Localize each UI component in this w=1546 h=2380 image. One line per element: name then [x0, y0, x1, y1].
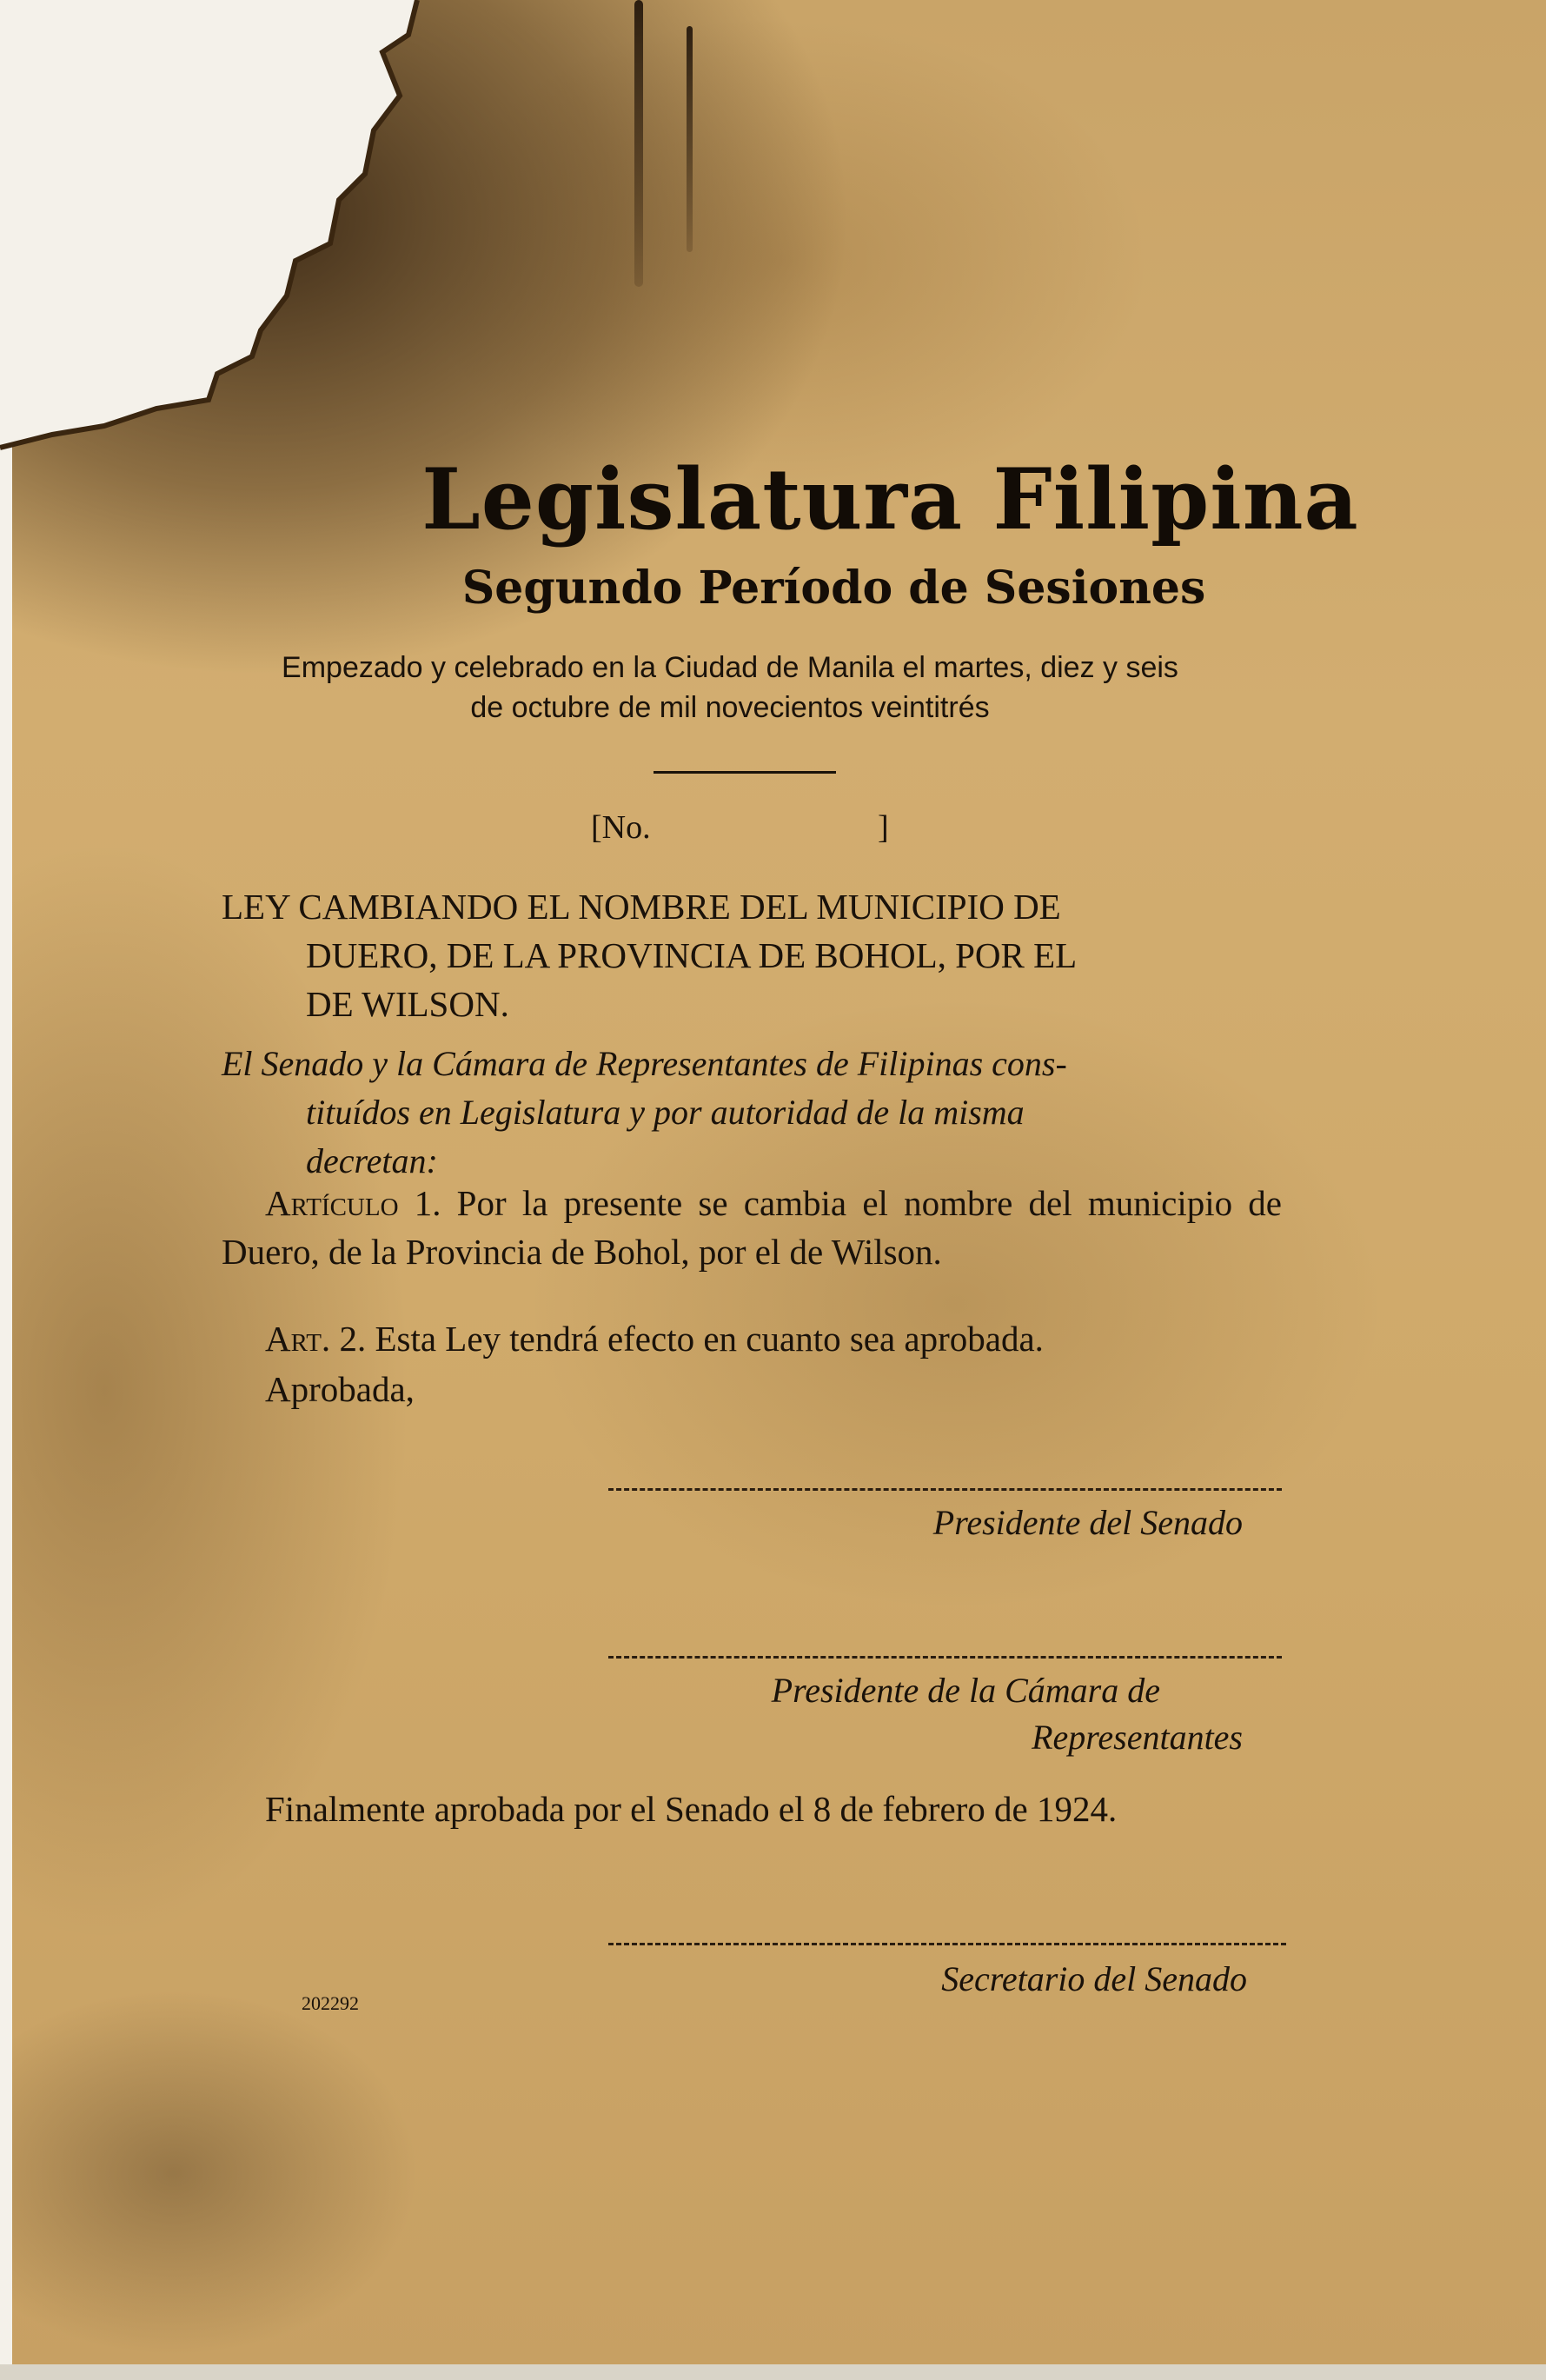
session-intro: [169, 648, 1291, 728]
approved-line: [222, 1365, 1282, 1413]
header: [0, 452, 1546, 619]
article-1-text: 1. Por la presente se cambia el nombre del municipio de Duero, de la Provincia de Bohol, por el de Wilson.: [222, 1183, 1282, 1272]
bill-heading: [222, 882, 1282, 1028]
article-2-text: 2. Esta Ley tendrá efecto en cuanto sea aprobada.: [330, 1319, 1044, 1359]
signature-label-senate-secretary: Secretario del Senado: [941, 1959, 1247, 1998]
article-2-label: Art.: [265, 1319, 331, 1359]
enacting-line: El Senado y la Cámara de Representantes de Filipinas cons-: [222, 1044, 1067, 1083]
bill-heading-line: DUERO, DE LA PROVINCIA DE BOHOL, POR EL: [306, 935, 1078, 975]
signature-label-house-president: [608, 1667, 1243, 1761]
enacting-line: decretan:: [306, 1141, 438, 1180]
signature-label-senate-president: Presidente del Senado: [932, 1503, 1243, 1542]
final-approval-text: Finalmente aprobada por el Senado el 8 de febrero de 1924.: [265, 1789, 1118, 1829]
bill-number-close: ]: [878, 809, 889, 846]
signature-line-house-president: [608, 1656, 1282, 1659]
bill-heading-line: DE WILSON.: [306, 984, 509, 1024]
divider: [654, 771, 836, 774]
scan-bottom-strip: [0, 2364, 1546, 2380]
stain-drip: [687, 26, 693, 252]
bill-number-open: [No.: [591, 809, 651, 846]
page-subtitle: Segundo Período de Sesiones: [461, 562, 1206, 615]
stain-drip: [634, 0, 643, 287]
enacting-line: tituídos en Legislatura y por autoridad de la misma: [306, 1093, 1025, 1132]
intro-line: de octubre de mil novecientos veintitrés: [470, 691, 990, 724]
article-2: [222, 1314, 1282, 1363]
signature-label-line: Presidente de la Cámara de: [771, 1671, 1160, 1710]
print-code: 202292: [302, 1992, 359, 2014]
signature-label-line: Representantes: [1032, 1718, 1243, 1757]
approved-text: Aprobada,: [265, 1369, 415, 1409]
signature-line-senate-secretary: [608, 1943, 1286, 1945]
bill-number: [591, 807, 889, 848]
enacting-clause: [222, 1040, 1282, 1186]
signature-line-senate-president: [608, 1488, 1282, 1491]
torn-corner: [0, 0, 435, 452]
article-1-label: Artículo: [265, 1183, 399, 1223]
final-approval: [222, 1785, 1282, 1833]
intro-line: Empezado y celebrado en la Ciudad de Manila el martes, diez y seis: [282, 651, 1178, 684]
bill-heading-line: LEY CAMBIANDO EL NOMBRE DEL MUNICIPIO DE: [222, 887, 1061, 927]
page-title: Legislatura Filipina: [421, 450, 1359, 548]
article-1: [222, 1179, 1282, 1276]
